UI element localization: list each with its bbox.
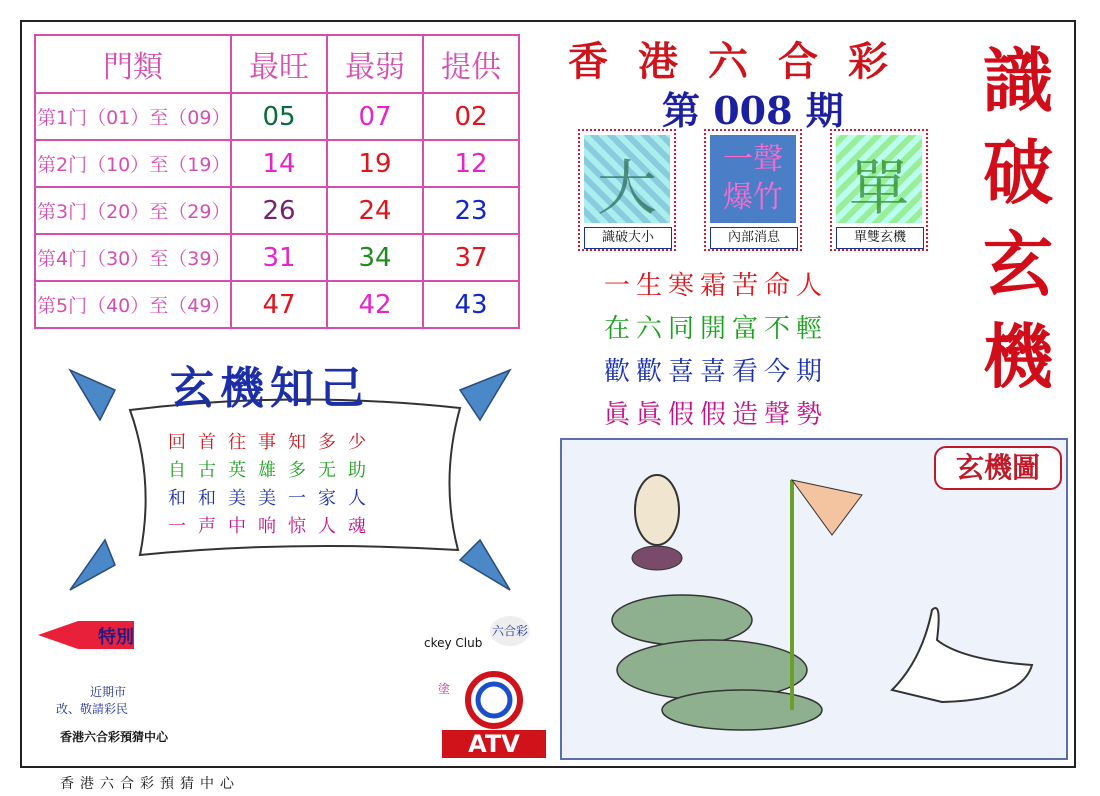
hot-value: 05: [231, 93, 327, 140]
cold-value: 42: [327, 281, 423, 328]
goose-icon: [892, 608, 1032, 702]
lottery-logo: 六合彩: [490, 616, 530, 646]
number-table: [34, 34, 520, 329]
pick-value: 43: [423, 281, 519, 328]
table-row: [35, 281, 519, 328]
issue-number: 第 008 期: [662, 88, 844, 133]
tu-text: 塗: [438, 682, 451, 696]
mosaic-image: [836, 135, 922, 223]
footer-text: 香港六合彩預猜中心: [60, 776, 240, 792]
bird-icon: [460, 540, 510, 590]
table-row: [35, 140, 519, 187]
pick-value: 02: [423, 93, 519, 140]
pick-value: 12: [423, 140, 519, 187]
table-row: [35, 93, 519, 140]
lotus-leaf: [662, 690, 822, 730]
news-image: [710, 135, 796, 223]
right-poem-line: 歡歡喜喜看今期: [604, 357, 829, 387]
lotus-leaf: [612, 595, 752, 645]
owl-icon: [635, 475, 679, 545]
atv-label: ATV: [468, 730, 520, 758]
vertical-title: [978, 35, 1058, 403]
size-hint-box: [578, 129, 676, 251]
right-poem-line: 一生寒霜苦命人: [604, 271, 829, 301]
card-poem-line: 和和美美一家人: [168, 488, 378, 509]
hot-value: 47: [231, 281, 327, 328]
row-label: 第3门（20）至（29）: [35, 187, 231, 234]
pick-value: 37: [423, 234, 519, 281]
hot-value: 14: [231, 140, 327, 187]
jockey-text: ckey Club: [424, 636, 483, 650]
row-label: 第2门（10）至（19）: [35, 140, 231, 187]
vertical-char: 玄: [983, 223, 1053, 306]
card-poem-line: 回首往事知多少: [168, 432, 378, 453]
atv-logo: [440, 660, 548, 760]
table-row: [35, 187, 519, 234]
vertical-char: 識: [983, 39, 1053, 122]
cold-value: 24: [327, 187, 423, 234]
hot-value: 31: [231, 234, 327, 281]
right-poem-line: 眞眞假假造聲勢: [604, 400, 829, 430]
cold-value: 07: [327, 93, 423, 140]
table-header-row: [35, 35, 519, 93]
notice-text: 改、敬請彩民: [56, 702, 129, 716]
bird-icon: [460, 370, 510, 420]
odd-even-box: [830, 129, 928, 251]
bird-icon: [70, 540, 115, 590]
header-cold: 最弱: [327, 35, 423, 93]
row-label: 第5门（40）至（49）: [35, 281, 231, 328]
near-text: 近期市: [90, 685, 127, 699]
cold-value: 19: [327, 140, 423, 187]
mosaic-image: [584, 135, 670, 223]
box-caption: 內部消息: [710, 227, 798, 249]
row-label: 第1门（01）至（09）: [35, 93, 231, 140]
header-hot: 最旺: [231, 35, 327, 93]
mosaic-glyph: 大: [597, 154, 657, 224]
special-label: 特別: [98, 627, 134, 648]
bird-icon: [70, 370, 115, 420]
special-banner: [38, 615, 134, 655]
header-pick: 提供: [423, 35, 519, 93]
lottery-title: 香港六合彩: [568, 38, 918, 85]
vertical-char: 機: [983, 315, 1053, 398]
pick-value: 23: [423, 187, 519, 234]
row-label: 第4门（30）至（39）: [35, 234, 231, 281]
inside-news-box: [704, 129, 802, 251]
vertical-char: 破: [983, 131, 1053, 214]
right-poem-line: 在六同開富不輕: [604, 314, 829, 344]
hot-value: 26: [231, 187, 327, 234]
card-poem-line: 自古英雄多无助: [168, 460, 378, 481]
mosaic-glyph: 單: [849, 154, 909, 224]
snake-icon: [632, 546, 682, 570]
header-category: 門類: [35, 35, 231, 93]
card-title: 玄機知己: [170, 363, 370, 414]
card-poem-line: 一声中响惊人魂: [168, 516, 378, 537]
news-glyph: 一聲爆竹: [723, 142, 783, 215]
table-row: [35, 234, 519, 281]
center-name: 香港六合彩預猜中心: [60, 730, 169, 744]
box-caption: 單雙玄機: [836, 227, 924, 249]
scene-title: 玄機圖: [934, 446, 1062, 490]
box-caption: 識破大小: [584, 227, 672, 249]
cold-value: 34: [327, 234, 423, 281]
